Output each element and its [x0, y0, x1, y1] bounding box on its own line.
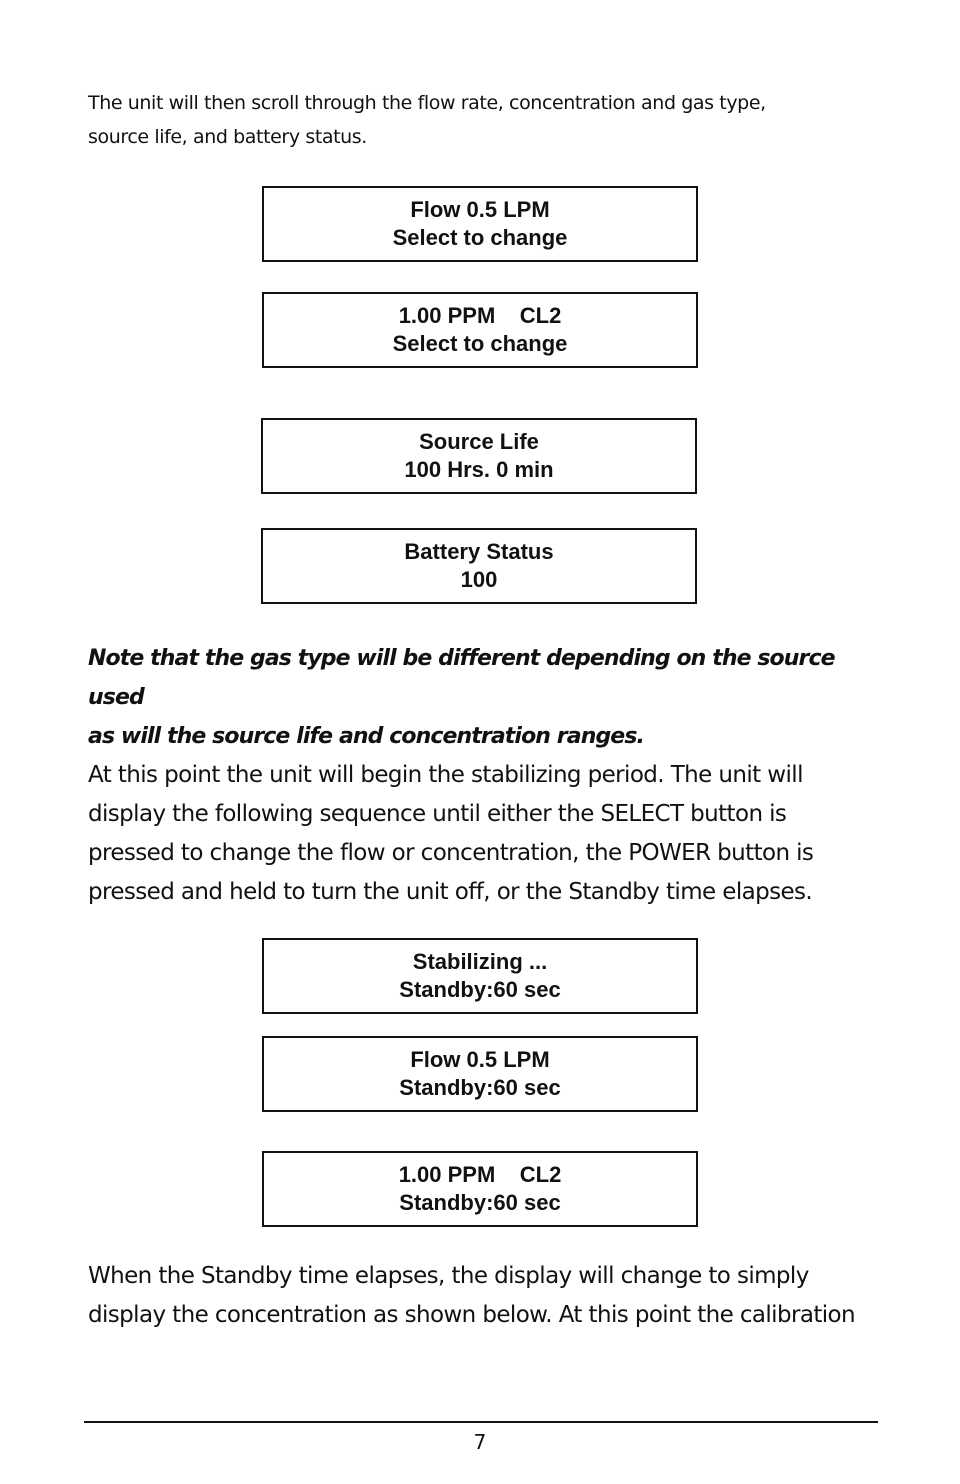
- stabilizing-line-2: display the following sequence until either the SELECT button is: [88, 801, 787, 827]
- lcd-line-2: 100 Hrs. 0 min: [404, 457, 554, 482]
- stabilizing-line-4: pressed and held to turn the unit off, or the Standby time elapses.: [88, 879, 813, 905]
- lcd-line-2: Select to change: [392, 331, 568, 356]
- lcd-line-1: 1.00 PPM CL2: [398, 303, 562, 328]
- lcd-display-flow-standby: [262, 1036, 698, 1112]
- lcd-display-stabilizing: [262, 938, 698, 1014]
- standby-paragraph: [88, 1257, 888, 1335]
- lcd-line-1: Source Life: [419, 429, 539, 454]
- intro-line-2: source life, and battery status.: [88, 126, 367, 148]
- standby-line-2: display the concentration as shown below. At this point the calibration: [88, 1302, 855, 1328]
- standby-line-1: When the Standby time elapses, the display will change to simply: [88, 1263, 809, 1289]
- lcd-line-2: Standby:60 sec: [399, 1075, 561, 1100]
- lcd-line-2: 100: [460, 567, 498, 592]
- stabilizing-paragraph: [88, 756, 888, 912]
- intro-paragraph: [88, 86, 888, 154]
- footer-rule: [84, 1421, 878, 1423]
- page-number: 7: [473, 1430, 487, 1454]
- note-paragraph: [88, 639, 888, 756]
- stabilizing-line-3: pressed to change the flow or concentration, the POWER button is: [88, 840, 814, 866]
- note-line-2: as will the source life and concentration ranges.: [88, 724, 644, 749]
- lcd-line-2: Standby:60 sec: [399, 977, 561, 1002]
- note-line-1: Note that the gas type will be different depending on the source used: [88, 646, 835, 710]
- lcd-line-1: Battery Status: [404, 539, 554, 564]
- lcd-display-concentration-select: [262, 292, 698, 368]
- lcd-line-2: Select to change: [392, 225, 568, 250]
- lcd-display-battery-status: [261, 528, 697, 604]
- stabilizing-line-1: At this point the unit will begin the stabilizing period. The unit will: [88, 762, 803, 788]
- lcd-line-1: Stabilizing ...: [412, 949, 548, 974]
- lcd-display-flow-select: [262, 186, 698, 262]
- intro-line-1: The unit will then scroll through the flow rate, concentration and gas type,: [88, 92, 766, 114]
- lcd-display-source-life: [261, 418, 697, 494]
- lcd-line-1: Flow 0.5 LPM: [410, 1047, 550, 1072]
- lcd-line-2: Standby:60 sec: [399, 1190, 561, 1215]
- lcd-line-1: 1.00 PPM CL2: [398, 1162, 562, 1187]
- lcd-display-concentration-standby: [262, 1151, 698, 1227]
- lcd-line-1: Flow 0.5 LPM: [410, 197, 550, 222]
